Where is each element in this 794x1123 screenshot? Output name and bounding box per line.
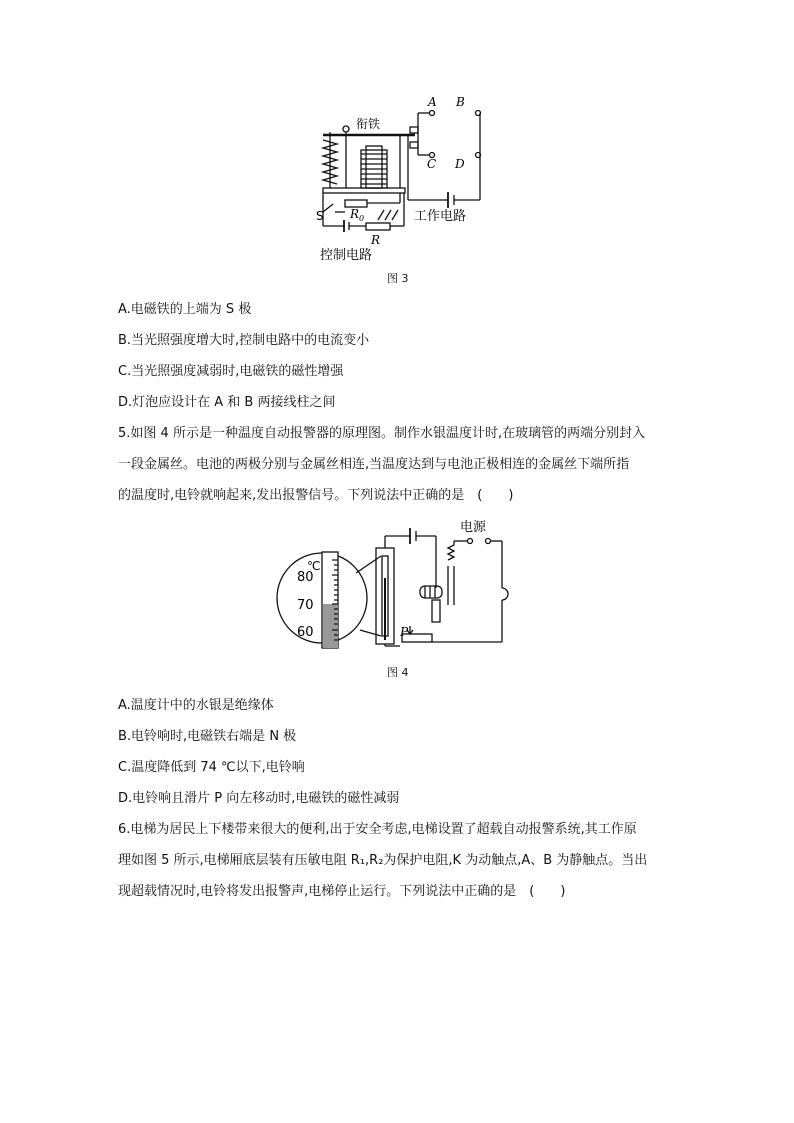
q5-stem-line-1: 5.如图 4 所示是一种温度自动报警器的原理图。制作水银温度计时,在玻璃管的两端分别封入: [118, 426, 646, 441]
fig3-label-r0: $R_0$: [350, 207, 365, 223]
q4-option-d: D.灯泡应设计在 A 和 B 两接线柱之间: [118, 395, 336, 410]
fig3-label-work-circuit: 工作电路: [414, 209, 467, 224]
q6-stem-line-1: 6.电梯为居民上下楼带来很大的便利,出于安全考虑,电梯设置了超载自动报警系统,其工作原: [118, 822, 637, 837]
q5-option-d: D.电铃响且滑片 P 向左移动时,电磁铁的磁性减弱: [118, 791, 400, 806]
q6-stem-line-3: 现超载情况时,电铃将发出报警声,电梯停止运行。下列说法中正确的是 ( ): [118, 884, 566, 899]
fig4-label-slider-p: P: [400, 625, 409, 639]
figure-4-temperature-alarm: [0, 515, 794, 665]
fig4-tick-70: 70: [297, 598, 314, 613]
fig3-label-a: A: [428, 95, 437, 109]
q4-option-c: C.当光照强度减弱时,电磁铁的磁性增强: [118, 364, 344, 379]
fig3-label-control-circuit: 控制电路: [320, 248, 373, 263]
q5-option-b: B.电铃响时,电磁铁右端是 N 极: [118, 729, 297, 744]
q5-stem-line-3: 的温度时,电铃就响起来,发出报警信号。下列说法中正确的是 ( ): [118, 488, 514, 503]
figure-3-relay-circuit: [0, 0, 794, 270]
fig4-label-celsius: ℃: [307, 559, 321, 573]
figure-3-caption: 图 3: [387, 272, 409, 285]
fig3-label-c: C: [427, 157, 437, 171]
fig3-label-switch: S: [316, 209, 324, 223]
figure-4-caption: 图 4: [387, 666, 409, 679]
q5-option-c: C.温度降低到 74 ℃以下,电铃响: [118, 760, 305, 775]
fig3-label-b: B: [456, 95, 465, 109]
fig4-tick-60: 60: [297, 625, 314, 640]
q5-stem-line-2: 一段金属丝。电池的两极分别与金属丝相连,当温度达到与电池正极相连的金属丝下端所指: [118, 457, 630, 472]
fig4-label-power: 电源: [460, 520, 487, 535]
fig3-label-r: R: [371, 233, 381, 247]
q6-stem-line-2: 理如图 5 所示,电梯厢底层装有压敏电阻 R₁,R₂为保护电阻,K 为动触点,A、B 为静触点。当出: [118, 853, 648, 868]
q4-option-a: A.电磁铁的上端为 S 极: [118, 302, 252, 317]
fig3-label-armature: 衔铁: [356, 117, 381, 131]
q4-option-b: B.当光照强度增大时,控制电路中的电流变小: [118, 333, 370, 348]
q5-option-a: A.温度计中的水银是绝缘体: [118, 698, 274, 713]
fig4-tick-80: 80: [297, 570, 314, 585]
fig3-label-d: D: [455, 157, 465, 171]
